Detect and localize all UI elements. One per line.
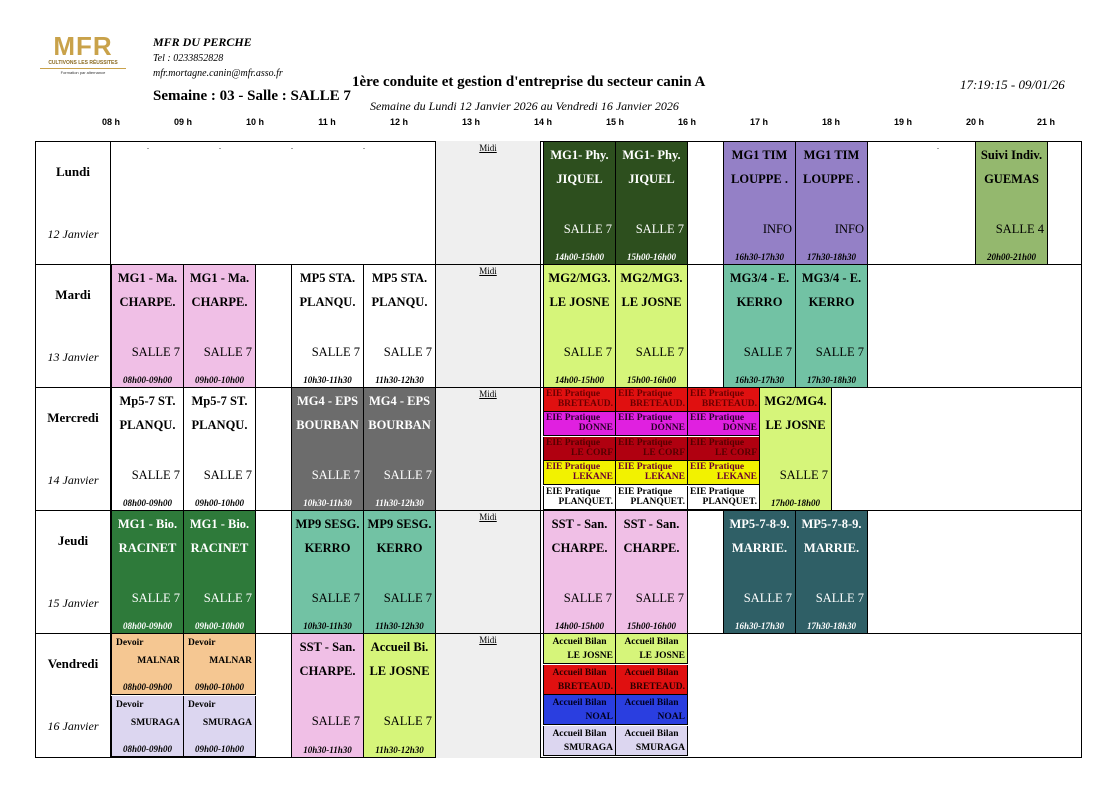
session-times: 16h30-17h30 xyxy=(734,375,784,385)
accueil-slot xyxy=(543,695,616,725)
hour-label: 15 h xyxy=(605,117,625,127)
accueil-teacher: LE JOSNE xyxy=(567,651,613,661)
session-teacher: LOUPPE . xyxy=(731,172,788,186)
session-cell xyxy=(615,265,688,387)
accueil-teacher: SMURAGA xyxy=(635,742,685,753)
session-subject: MG1- Phy. xyxy=(622,148,681,162)
session-times: 16h30-17h30 xyxy=(734,252,784,262)
session-teacher: CHARPE. xyxy=(551,541,608,555)
session-cell xyxy=(291,511,364,633)
session-cell xyxy=(975,142,1048,264)
hour-label: 19 h xyxy=(893,117,913,127)
session-times: 16h30-17h30 xyxy=(734,621,784,631)
week-period: Semaine du Lundi 12 Janvier 2026 au Vendredi 16 Janvier 2026 xyxy=(370,99,679,113)
session-subject: MP5 STA. xyxy=(371,271,428,285)
session-room: SALLE 7 xyxy=(815,591,864,605)
hour-label: 13 h xyxy=(461,117,481,127)
accueil-slot xyxy=(615,726,688,756)
eie-slot xyxy=(543,486,616,510)
eie-slot xyxy=(615,461,688,485)
session-subject: MG2/MG3. xyxy=(548,271,611,285)
eie-label: EIE Pratique xyxy=(690,437,745,448)
eie-slot xyxy=(615,388,688,412)
session-teacher: JIQUEL xyxy=(628,172,675,186)
session-times: 08h00-09h00 xyxy=(122,375,172,385)
session-teacher: BOURBAN xyxy=(296,418,359,432)
session-times: 17h30-18h30 xyxy=(806,252,856,262)
eie-label: EIE Pratique xyxy=(618,486,673,497)
eie-teacher: PLANQUET. xyxy=(702,496,757,507)
session-times: 09h00-10h00 xyxy=(194,621,244,631)
session-room: SALLE 7 xyxy=(779,468,828,482)
session-times: 15h00-16h00 xyxy=(626,252,676,262)
session-room: INFO xyxy=(762,222,792,236)
accueil-slot xyxy=(543,665,616,695)
session-room: SALLE 7 xyxy=(311,591,360,605)
eie-label: EIE Pratique xyxy=(546,413,601,424)
session-subject: MG2/MG4. xyxy=(764,394,827,408)
midi-block: Midi xyxy=(435,387,541,510)
session-room: SALLE 7 xyxy=(131,591,180,605)
hour-label: 11 h xyxy=(318,117,336,127)
session-cell xyxy=(615,511,688,633)
session-teacher: MARRIE. xyxy=(803,541,860,555)
session-room: SALLE 7 xyxy=(635,591,684,605)
session-room: SALLE 7 xyxy=(203,345,252,359)
eie-label: EIE Pratique xyxy=(690,389,745,399)
session-teacher: PLANQU. xyxy=(119,418,176,432)
session-teacher: PLANQU. xyxy=(299,295,356,309)
eie-label: EIE Pratique xyxy=(690,413,745,424)
day-date: 16 Janvier xyxy=(47,719,99,733)
eie-slot xyxy=(687,461,760,485)
eie-teacher: LEKANE xyxy=(716,472,757,483)
session-cell xyxy=(291,634,364,757)
session-cell xyxy=(363,634,436,757)
devoir-slot xyxy=(111,696,184,757)
eie-label: EIE Pratique xyxy=(618,462,673,473)
session-subject: MG1 TIM xyxy=(803,148,860,162)
session-subject: MP5-7-8-9. xyxy=(729,517,790,531)
eie-label: EIE Pratique xyxy=(546,486,601,497)
session-subject: MG1 - Bio. xyxy=(117,517,178,531)
session-subject: MG1 - Ma. xyxy=(117,271,178,285)
session-subject: MP9 SESG. xyxy=(367,517,432,531)
eie-label: EIE Pratique xyxy=(618,389,673,399)
eie-slot xyxy=(615,437,688,461)
session-times: 09h00-10h00 xyxy=(194,498,244,508)
session-teacher: LE JOSNE xyxy=(765,418,826,432)
eie-slot xyxy=(687,412,760,436)
eie-slot xyxy=(543,412,616,436)
devoir-label: Devoir xyxy=(188,638,216,648)
session-times: 08h00-09h00 xyxy=(122,498,172,508)
devoir-slot xyxy=(111,634,184,695)
school-phone: Tel : 0233852828 xyxy=(153,53,224,64)
session-room: SALLE 7 xyxy=(563,591,612,605)
eie-teacher: PLANQUET. xyxy=(630,496,685,507)
session-teacher: RACINET xyxy=(190,541,249,555)
day-name: Vendredi xyxy=(47,656,99,671)
session-cell xyxy=(183,265,256,387)
session-room: SALLE 7 xyxy=(743,591,792,605)
session-subject: MG4 - EPS xyxy=(368,394,431,408)
hour-label: 16 h xyxy=(677,117,697,127)
eie-label: EIE Pratique xyxy=(546,437,601,448)
session-room: SALLE 7 xyxy=(203,591,252,605)
session-cell xyxy=(291,388,364,510)
session-cell xyxy=(291,265,364,387)
hour-label: 18 h xyxy=(821,117,841,127)
session-teacher: KERRO xyxy=(736,295,783,309)
day-date: 13 Janvier xyxy=(47,350,99,364)
session-cell xyxy=(363,511,436,633)
session-cell xyxy=(723,265,796,387)
hour-label: 12 h xyxy=(389,117,409,127)
session-cell xyxy=(795,511,868,633)
accueil-label: Accueil Bilan xyxy=(624,698,679,708)
session-subject: MP9 SESG. xyxy=(295,517,360,531)
devoir-teacher: SMURAGA xyxy=(130,718,180,728)
session-cell xyxy=(795,265,868,387)
devoir-label: Devoir xyxy=(116,700,144,710)
session-teacher: BOURBAN xyxy=(368,418,431,432)
logo-tagline: CULTIVONS LES RÉUSSITES xyxy=(48,60,118,66)
session-teacher: RACINET xyxy=(118,541,177,555)
session-teacher: CHARPE. xyxy=(191,295,248,309)
session-teacher: LE JOSNE xyxy=(549,295,610,309)
session-times: 11h30-12h30 xyxy=(375,498,424,508)
accueil-label: Accueil Bilan xyxy=(624,667,679,678)
accueil-teacher: SMURAGA xyxy=(563,742,613,753)
accueil-teacher: BRETEAUD. xyxy=(557,681,613,692)
eie-teacher: LE CORF xyxy=(715,447,757,458)
session-subject: MG3/4 - E. xyxy=(729,271,790,285)
session-cell xyxy=(759,388,832,510)
session-times: 20h00-21h00 xyxy=(986,252,1036,262)
schedule-title: 1ère conduite et gestion d'entreprise du secteur canin A xyxy=(352,74,706,90)
session-subject: Mp5-7 ST. xyxy=(191,394,248,408)
mfr-logo xyxy=(40,33,126,75)
logo-mark: MFR xyxy=(53,31,113,61)
accueil-label: Accueil Bilan xyxy=(552,637,607,647)
session-room: SALLE 7 xyxy=(635,345,684,359)
midi-block: Midi xyxy=(435,141,541,264)
accueil-teacher: NOAL xyxy=(585,712,613,722)
midi-block: Midi xyxy=(435,633,541,758)
session-cell xyxy=(543,142,616,264)
devoir-times: 09h00-10h00 xyxy=(194,682,244,692)
devoir-slot xyxy=(183,634,256,695)
session-teacher: LE JOSNE xyxy=(621,295,682,309)
session-cell xyxy=(543,511,616,633)
midi-block: Midi xyxy=(435,264,541,387)
hour-label: 08 h xyxy=(101,117,121,127)
accueil-teacher: NOAL xyxy=(657,712,685,722)
week-room-label: Semaine : 03 - Salle : SALLE 7 xyxy=(153,88,351,104)
day-name: Jeudi xyxy=(57,533,89,548)
devoir-times: 08h00-09h00 xyxy=(122,744,172,754)
session-cell xyxy=(183,511,256,633)
day-name: Mercredi xyxy=(47,410,99,425)
session-teacher: PLANQU. xyxy=(371,295,428,309)
session-room: SALLE 7 xyxy=(383,714,432,728)
eie-slot xyxy=(543,437,616,461)
session-times: 15h00-16h00 xyxy=(626,621,676,631)
session-room: SALLE 7 xyxy=(203,468,252,482)
eie-teacher: LE CORF xyxy=(571,447,613,458)
session-teacher: CHARPE. xyxy=(119,295,176,309)
accueil-label: Accueil Bilan xyxy=(624,637,679,647)
session-teacher: CHARPE. xyxy=(623,541,680,555)
accueil-slot xyxy=(615,665,688,695)
session-times: 14h00-15h00 xyxy=(554,252,604,262)
session-times: 11h30-12h30 xyxy=(375,621,424,631)
session-subject: MP5 STA. xyxy=(299,271,356,285)
eie-label: EIE Pratique xyxy=(618,437,673,448)
session-room: SALLE 7 xyxy=(311,714,360,728)
accueil-teacher: BRETEAUD. xyxy=(629,681,685,692)
eie-label: EIE Pratique xyxy=(546,389,601,399)
session-subject: Mp5-7 ST. xyxy=(119,394,176,408)
day-name: Mardi xyxy=(55,287,91,302)
eie-teacher: LEKANE xyxy=(572,472,613,483)
session-teacher: JIQUEL xyxy=(556,172,603,186)
session-teacher: PLANQU. xyxy=(191,418,248,432)
hour-label: 10 h xyxy=(245,117,265,127)
session-subject: MG4 - EPS xyxy=(296,394,359,408)
midi-block: Midi xyxy=(435,510,541,633)
hour-label: 20 h xyxy=(965,117,985,127)
session-cell xyxy=(795,142,868,264)
eie-label: EIE Pratique xyxy=(618,413,673,424)
session-cell xyxy=(363,388,436,510)
session-times: 10h30-11h30 xyxy=(303,375,352,385)
devoir-slot xyxy=(183,696,256,757)
session-teacher: LOUPPE . xyxy=(803,172,860,186)
accueil-label: Accueil Bilan xyxy=(624,728,679,739)
session-subject: SST - San. xyxy=(551,517,608,531)
session-subject: MP5-7-8-9. xyxy=(801,517,862,531)
session-teacher: GUEMAS xyxy=(984,172,1039,186)
session-times: 10h30-11h30 xyxy=(303,745,352,755)
eie-teacher: BRETEAUD. xyxy=(629,399,685,409)
session-subject: MG1 - Bio. xyxy=(189,517,250,531)
session-room: SALLE 7 xyxy=(635,222,684,236)
session-subject: Accueil Bi. xyxy=(370,640,429,654)
hour-label: 09 h xyxy=(173,117,193,127)
session-room: SALLE 4 xyxy=(995,222,1044,236)
day-date: 12 Janvier xyxy=(47,227,99,241)
session-cell xyxy=(543,265,616,387)
hour-label: 14 h xyxy=(533,117,553,127)
session-room: SALLE 7 xyxy=(815,345,864,359)
session-times: 10h30-11h30 xyxy=(303,498,352,508)
session-times: 14h00-15h00 xyxy=(554,375,604,385)
session-cell xyxy=(723,142,796,264)
eie-label: EIE Pratique xyxy=(690,486,745,497)
devoir-times: 08h00-09h00 xyxy=(122,682,172,692)
session-room: SALLE 7 xyxy=(383,591,432,605)
eie-teacher: PLANQUET. xyxy=(558,496,613,507)
session-room: SALLE 7 xyxy=(131,468,180,482)
session-cell xyxy=(111,388,184,510)
hour-label: 17 h xyxy=(749,117,769,127)
devoir-label: Devoir xyxy=(188,700,216,710)
devoir-times: 09h00-10h00 xyxy=(194,744,244,754)
session-room: SALLE 7 xyxy=(311,468,360,482)
day-date: 14 Janvier xyxy=(47,473,99,487)
logo-subtitle: Formation par alternance xyxy=(40,68,126,75)
session-times: 17h30-18h30 xyxy=(806,375,856,385)
accueil-label: Accueil Bilan xyxy=(552,698,607,708)
session-teacher: LE JOSNE xyxy=(369,664,430,678)
session-cell xyxy=(363,265,436,387)
accueil-label: Accueil Bilan xyxy=(552,728,607,739)
eie-slot xyxy=(615,412,688,436)
eie-slot xyxy=(687,437,760,461)
eie-teacher: DONNE xyxy=(722,423,757,434)
session-room: SALLE 7 xyxy=(311,345,360,359)
session-subject: MG1- Phy. xyxy=(550,148,609,162)
devoir-teacher: MALNAR xyxy=(137,656,180,666)
accueil-slot xyxy=(543,726,616,756)
session-teacher: CHARPE. xyxy=(299,664,356,678)
session-subject: MG1 - Ma. xyxy=(189,271,250,285)
session-times: 11h30-12h30 xyxy=(375,745,424,755)
print-timestamp: 17:19:15 - 09/01/26 xyxy=(960,77,1065,92)
devoir-teacher: SMURAGA xyxy=(202,718,252,728)
eie-teacher: LE CORF xyxy=(643,447,685,458)
day-name: Lundi xyxy=(56,164,90,179)
eie-slot xyxy=(687,388,760,412)
session-subject: SST - San. xyxy=(299,640,356,654)
session-times: 08h00-09h00 xyxy=(122,621,172,631)
eie-label: EIE Pratique xyxy=(546,462,601,473)
eie-teacher: DONNE xyxy=(578,423,613,434)
session-room: SALLE 7 xyxy=(563,222,612,236)
session-room: SALLE 7 xyxy=(131,345,180,359)
session-room: SALLE 7 xyxy=(743,345,792,359)
school-name: MFR DU PERCHE xyxy=(153,35,252,49)
session-cell xyxy=(183,388,256,510)
devoir-label: Devoir xyxy=(116,638,144,648)
session-teacher: MARRIE. xyxy=(731,541,788,555)
school-email: mfr.mortagne.canin@mfr.asso.fr xyxy=(153,68,283,79)
session-times: 11h30-12h30 xyxy=(375,375,424,385)
session-subject: MG3/4 - E. xyxy=(801,271,862,285)
session-room: SALLE 7 xyxy=(563,345,612,359)
session-subject: Suivi Indiv. xyxy=(980,148,1043,162)
session-room: SALLE 7 xyxy=(383,468,432,482)
session-subject: MG1 TIM xyxy=(731,148,788,162)
session-times: 09h00-10h00 xyxy=(194,375,244,385)
day-date: 15 Janvier xyxy=(47,596,99,610)
session-room: SALLE 7 xyxy=(383,345,432,359)
accueil-teacher: LE JOSNE xyxy=(639,651,685,661)
devoir-teacher: MALNAR xyxy=(209,656,252,666)
eie-slot xyxy=(687,486,760,510)
session-cell xyxy=(111,265,184,387)
session-cell xyxy=(615,142,688,264)
accueil-slot xyxy=(615,695,688,725)
session-teacher: KERRO xyxy=(304,541,351,555)
accueil-slot xyxy=(543,634,616,664)
eie-teacher: DONNE xyxy=(650,423,685,434)
eie-slot xyxy=(615,486,688,510)
accueil-slot xyxy=(615,634,688,664)
eie-label: EIE Pratique xyxy=(690,462,745,473)
session-cell xyxy=(723,511,796,633)
eie-teacher: LEKANE xyxy=(644,472,685,483)
session-subject: MG2/MG3. xyxy=(620,271,683,285)
session-subject: SST - San. xyxy=(623,517,680,531)
session-teacher: KERRO xyxy=(808,295,855,309)
session-times: 17h00-18h00 xyxy=(770,498,820,508)
session-times: 15h00-16h00 xyxy=(626,375,676,385)
hour-label: 21 h xyxy=(1036,117,1056,127)
eie-slot xyxy=(543,461,616,485)
accueil-label: Accueil Bilan xyxy=(552,667,607,678)
eie-teacher: BRETEAUD. xyxy=(701,399,757,409)
session-times: 10h30-11h30 xyxy=(303,621,352,631)
session-teacher: KERRO xyxy=(376,541,423,555)
eie-teacher: BRETEAUD. xyxy=(557,399,613,409)
session-times: 14h00-15h00 xyxy=(554,621,604,631)
session-cell xyxy=(111,511,184,633)
session-times: 17h30-18h30 xyxy=(806,621,856,631)
session-room: INFO xyxy=(834,222,864,236)
eie-slot xyxy=(543,388,616,412)
